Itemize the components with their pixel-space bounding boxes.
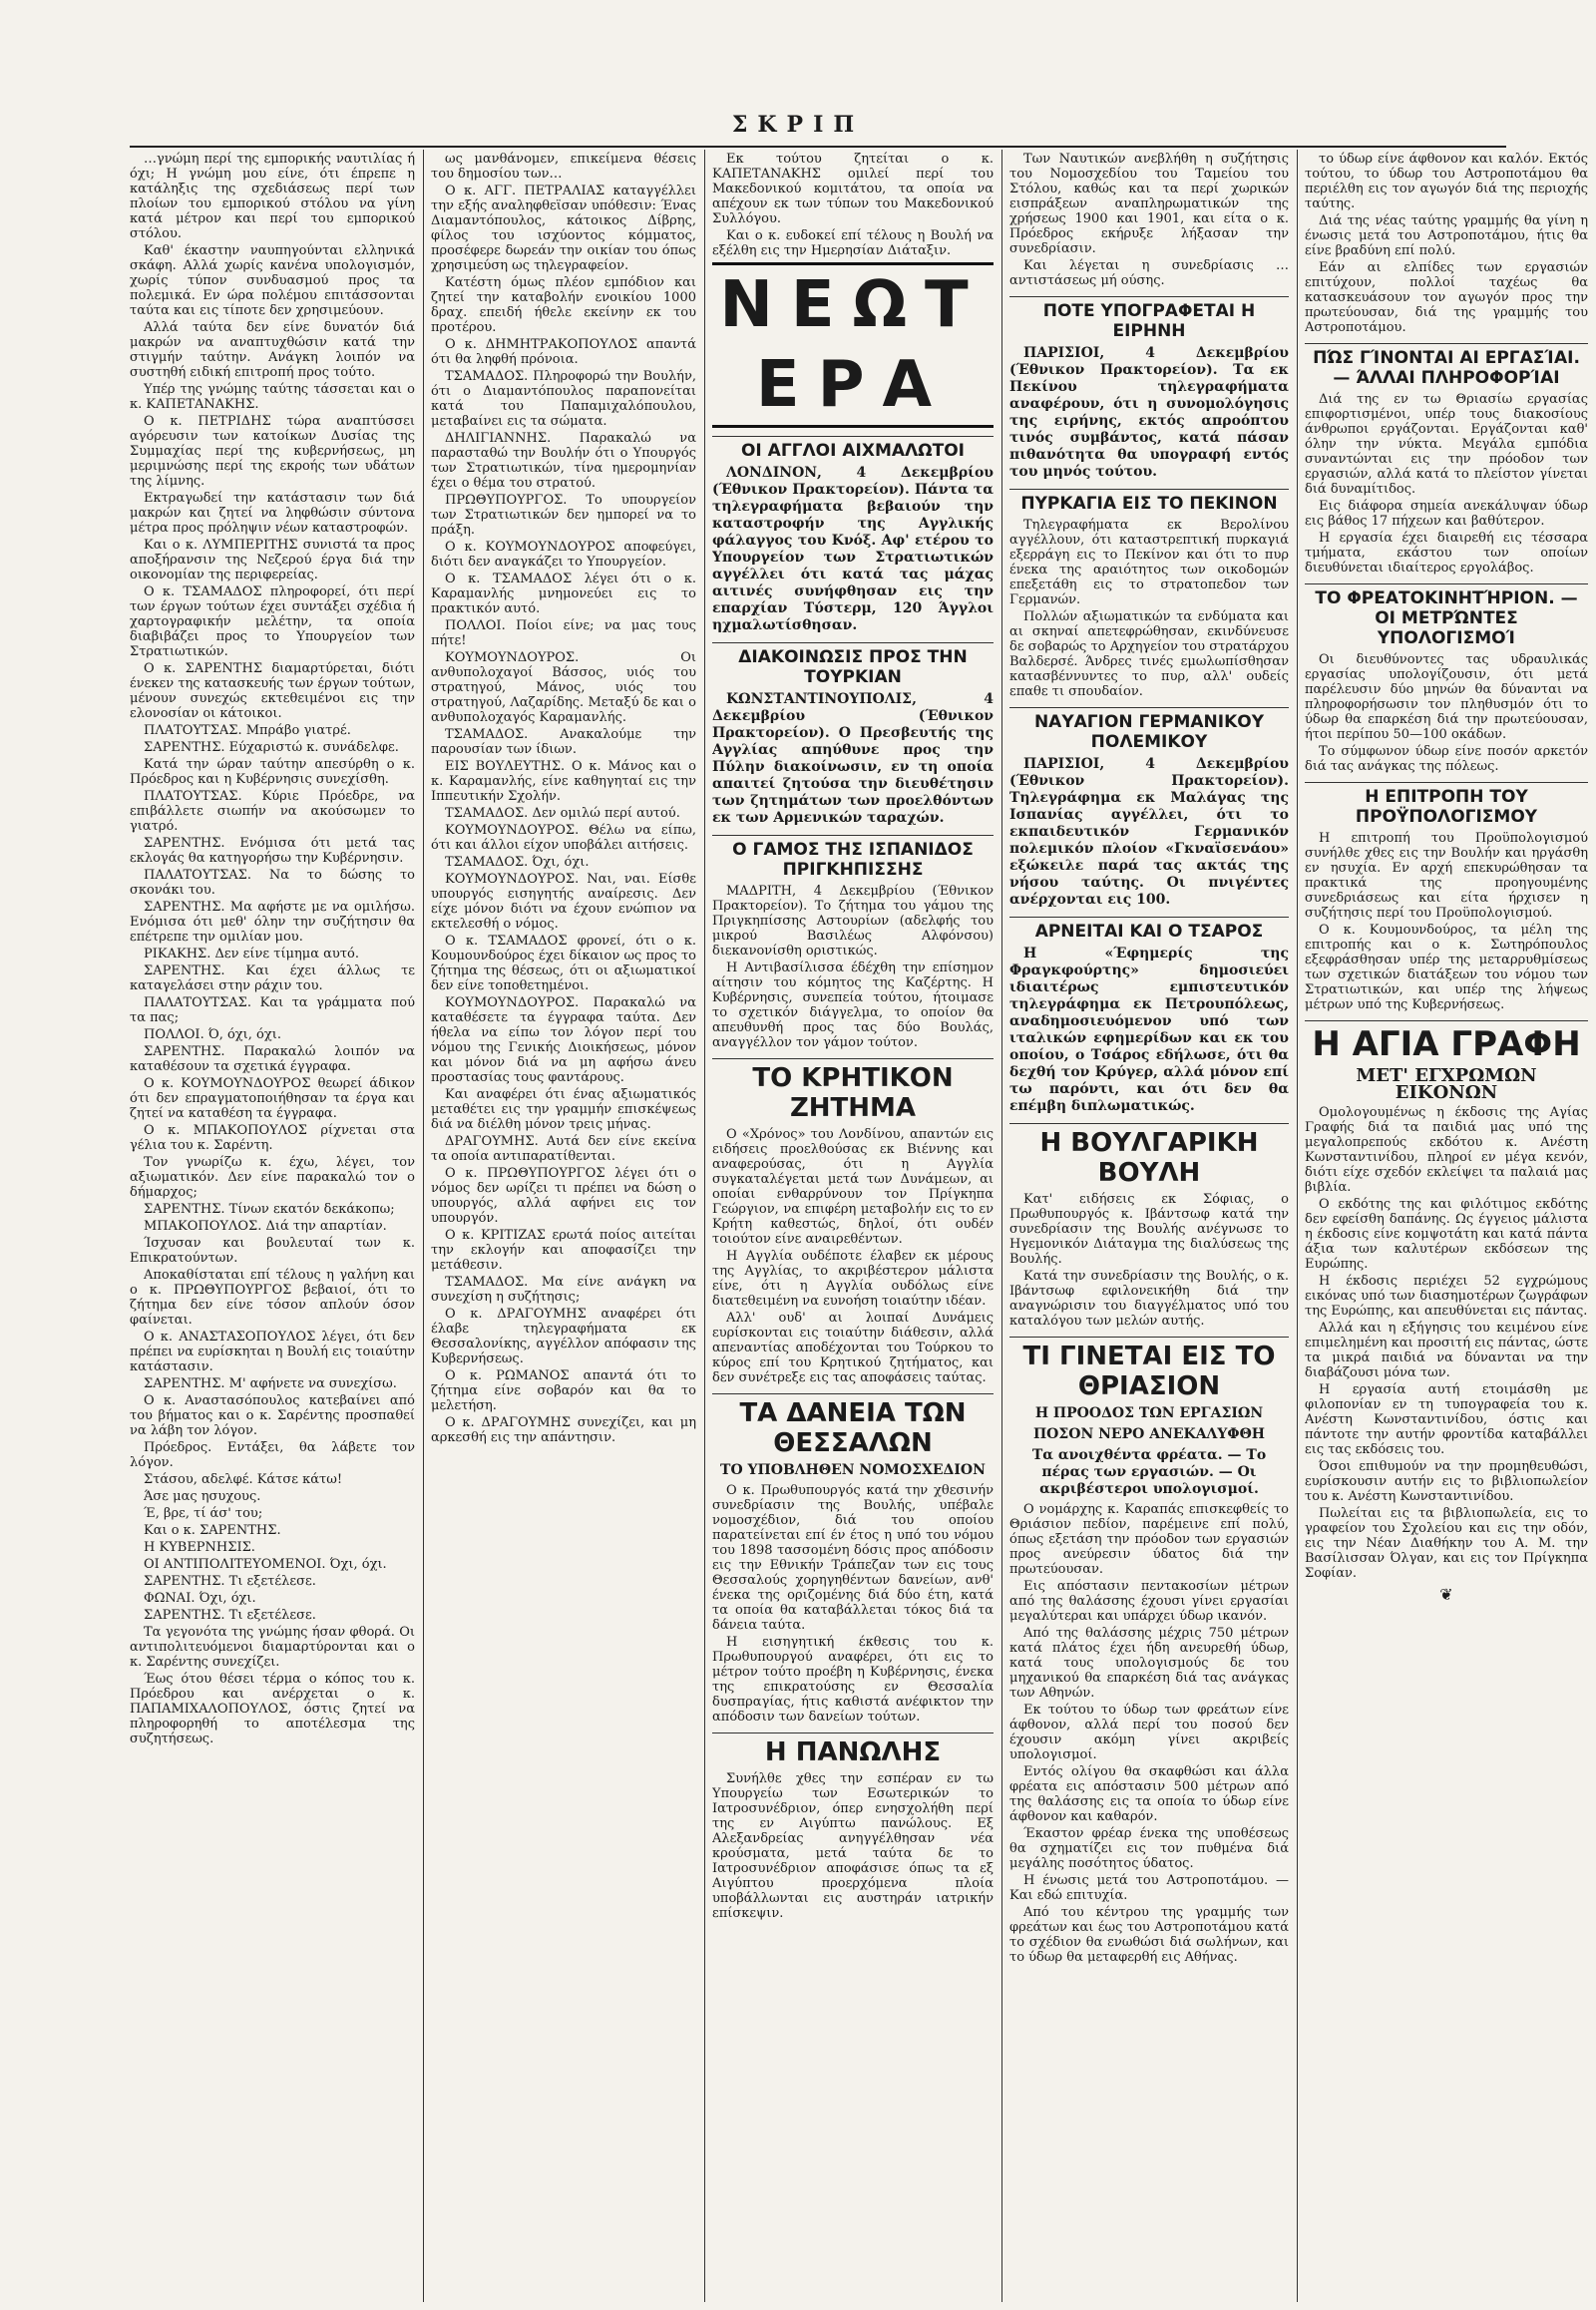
article-paragraph: Η ένωσις μετά του Αστροποτάμου. — Και εδώ επιτυχία. xyxy=(1009,1873,1289,1903)
column-news-a xyxy=(712,152,994,2302)
headline-budget-committee: Η ΕΠΙΤΡΟΠΗ ΤΟΥ ΠΡΟΫΠΟΛΟΓΙΣΜΟΥ xyxy=(1305,782,1588,827)
column-parliament-debate xyxy=(130,152,415,2302)
headline-cretan-question: ΤΟ ΚΡΗΤΙΚΟΝ ΖΗΤΗΜΑ xyxy=(712,1058,994,1123)
subheadline-works-progress: Η ΠΡΟΟΔΟΣ ΤΩΝ ΕΡΓΑΣΙΩΝ xyxy=(1034,1405,1264,1421)
article-paragraph: ΠΟΛΛΟΙ. Ό, όχι, όχι. xyxy=(144,1027,281,1042)
article-paragraph: Τα γεγονότα της γνώμης ήσαν φθορά. Οι αντιπολιτευόμενοι διαμαρτύρονται και ο κ. Σαρέντης συνεχίζει. xyxy=(130,1625,415,1670)
column-divider xyxy=(1001,150,1002,2302)
article-paragraph: Και αναφέρει ότι ένας αξιωματικός μεταθέτει εις την γραμμήν επισκέψεως διά να διέλθη μόνον τρεις μήνας. xyxy=(431,1087,696,1132)
article-paragraph: Πολλών αξιωματικών τα ενδύματα και αι σκηναί απετεφρώθησαν, εκινδύνευσε δε σοβαρώς το Αρχηγείον του στρατάρχου Βαλδερσέ. Άνδρες τινές εμωλωπίσθησαν κατασβέννυντες το πυρ, αλλ' ουδείς επαθε τι σπουδαίον. xyxy=(1009,609,1289,699)
headline-plague: Η ΠΑΝΩΛΗΣ xyxy=(712,1732,994,1767)
article-paragraph: ΤΣΑΜΑΔΟΣ. Μα είνε ανάγκη να συνεχίση η συζήτησις; xyxy=(431,1275,696,1305)
article-paragraph: ΛΟΝΔΙΝΟΝ, 4 Δεκεμβρίου (Έθνικον Πρακτορείον). Πάντα τα τηλεγραφήματα βεβαιούν την καταστροφήν της Αγγλικής φάλαγγος του Κνόξ. Αφ' ετέρου το Υπουργείον των Στρατιωτικών αγγέλλει ότι κατά τας μάχας αιτινές συνήφθησαν εις την επαρχίαν Τύστερμ, 120 Άγγλοι ηχμαλωτίσθησαν. xyxy=(712,465,994,633)
article-paragraph: Η εισηγητική έκθεσις του κ. Πρωθυπουργού αναφέρει, ότι εις το μέτρον τούτο προέβη η Κυβέρνησις, ένεκα της επικρατούσης εν Θεσσαλία δυσπραγίας, ήτις καθιστά ανέφικτον την απόδοσιν των δανείων τούτων. xyxy=(712,1635,994,1725)
article-paragraph: ΚΟΥΜΟΥΝΔΟΥΡΟΣ. Θέλω να είπω, ότι και άλλοι είχον υποβάλει αιτήσεις. xyxy=(431,823,696,853)
article-paragraph: Ο κ. ΠΡΩΘΥΠΟΥΡΓΟΣ λέγει ότι ο νόμος δεν ωρίζει τι πρέπει να δώση ο υπουργός, αλλά αφήνει εις τον υπουργόν. xyxy=(431,1166,696,1226)
article-paragraph: Και λέγεται η συνεδρίασις … αντιστάσεως μή ούσης. xyxy=(1009,258,1289,288)
article-paragraph: ΣΑΡΕΝΤΗΣ. Τι εξετέλεσε. xyxy=(144,1574,316,1589)
headline-bulgarian-parliament: Η ΒΟΥΛΓΑΡΙΚΗ ΒΟΥΛΗ xyxy=(1009,1123,1289,1188)
article-paragraph: ΚΩΝΣΤΑΝΤΙΝΟΥΠΟΛΙΣ, 4 Δεκεμβρίου (Έθνικον Πρακτορείον). Ο Πρεσβευτής της Αγγλίας απηύθυνε προς την Πύλην διακοίνωσιν, εν τη οποία απαιτεί ζητούσα την διευθέτησιν των ζητημάτων των προελθόντων εκ των Αρμενικών ταραχών. xyxy=(712,691,994,826)
masthead xyxy=(0,0,1596,150)
article-paragraph: ΤΣΑΜΑΔΟΣ. Ανακαλούμε την παρουσίαν των ίδιων. xyxy=(431,727,696,757)
article-paragraph: Κατά την ώραν ταύτην απεσύρθη ο κ. Πρόεδρος και η Κυβέρνησις συνεχίσθη. xyxy=(130,757,415,787)
subheadline-color-pictures: ΜΕΤ' ΕΓΧΡΩΜΩΝ ΕΙΚΟΝΩΝ xyxy=(1356,1065,1537,1103)
article-paragraph: ΠΑΡΙΣΙΟΙ, 4 Δεκεμβρίου (Έθνικον Πρακτορείον). Τηλεγράφημα εκ Μαλάγας της Ισπανίας αγγέλλει, ότι το εκπαιδευτικόν Γερμανικόν πολεμικόν πλοίον «Γκναϊσενάου» εξώκειλε παρά τας ακτάς της νήσου ταύτης. Οι πνιγέντες ανέρχονται εις 100. xyxy=(1009,756,1289,908)
lead-summary: Τα ανοιχθέντα φρέατα. — Το πέρας των εργασιών. — Οι ακριβέστεροι υπολογισμοί. xyxy=(1031,1447,1267,1497)
article-paragraph: Συνήλθε χθες την εσπέραν εν τω Υπουργείω των Εσωτερικών το Ιατροσυνέδριον, όπερ ενησχολήθη περί της εν Αιγύπτω πανώλους. Εξ Αλεξανδρείας ανηγγέλθησαν νέα κρούσματα, μετά ταύτα δε το Ιατροσυνέδριον αποφάσισε όπως τα εξ Αιγύπτου προερχόμενα πλοία υποβάλλωνται εις αυστηράν ιατρικήν επίσκεψιν. xyxy=(712,1771,994,1921)
column-divider xyxy=(423,150,424,2302)
article-paragraph: Στάσου, αδελφέ. Κάτσε κάτω! xyxy=(144,1472,343,1487)
article-paragraph: Ο κ. ΑΝΑΣΤΑΣΟΠΟΥΛΟΣ λέγει, ότι δεν πρέπει να ευρίσκηται η Βουλή εις τοιαύτην κατάστασιν. xyxy=(130,1330,415,1374)
article-paragraph: Η ΚΥΒΕΡΝΗΣΙΣ. xyxy=(144,1540,255,1555)
article-paragraph: Ο κ. ΔΡΑΓΟΥΜΗΣ αναφέρει ότι έλαβε τηλεγραφήματα εκ Θεσσαλονίκης, αγγέλλον απόφασιν της Κυβερνήσεως. xyxy=(431,1307,696,1366)
column-divider xyxy=(1297,150,1298,2302)
article-paragraph: Η «Έφημερίς της Φραγκφούρτης» δημοσιεύει ιδιαιτέρως εμπιστευτικόν τηλεγράφημα εκ Πετρουπόλεως, αναδημοσιευόμενον υπό των ιταλικών εφημερίδων και εκ του οποίου, ο Τσάρος εδήλωσε, ότι θα δεχθή τον Κρύγερ, αλλά μόνον επί τω παρόντι, και ότι δεν θα επέμβη διπλωματικώς. xyxy=(1009,946,1289,1114)
article-paragraph: Εις διάφορα σημεία ανεκάλυψαν ύδωρ εις βάθος 17 πήχεων και βαθύτερον. xyxy=(1305,499,1588,529)
article-paragraph: Τον γνωρίζω κ. έχω, λέγει, τον αξιωματικόν. Δεν είνε παρακαλώ τον ο δήμαρχος; xyxy=(130,1155,415,1200)
column-divider xyxy=(704,150,705,2302)
article-paragraph: Η έκδοσις περιέχει 52 εγχρώμους εικόνας υπό των διασημοτέρων ζωγράφων της Ευρώπης, και απευθύνεται εις πάντας. xyxy=(1305,1274,1588,1319)
article-paragraph: …γνώμη περί της εμπορικής ναυτιλίας ή όχι; Η γνώμη μου είνε, ότι έπρεπε η κατάληξις της σχεδιάσεως περί των πλοίων του εμπορικού στόλου να γίνη κατά μέτρον και περί του εμπορικού στόλου. xyxy=(130,152,415,241)
article-paragraph: Ο κ. Κουμουνδούρος, τα μέλη της επιτροπής και ο κ. Σωτηρόπουλος εξεφράσθησαν υπέρ της μεταρρυθμίσεως των σχετικών διατάξεων του νόμου των Στρατιωτικών, και υπέρ της λήψεως μέτρων υπό της Κυβερνήσεως. xyxy=(1305,923,1588,1012)
article-paragraph: Ο «Χρόνος» του Λονδίνου, απαντών εις ειδήσεις προελθούσας εκ Βιέννης και αναφερούσας, ότι η Αγγλία συγκαταλέγεται μετά των Δυνάμεων, αι οποίαι ενθαρρύνουν τον Πρίγκηπα Γεώργιον, να επιφέρη μεταβολήν εις το εν Κρήτη καθεστώς, δηλοί, ότι ουδέν τοιούτον είνε αναιρεθέντων. xyxy=(712,1127,994,1247)
article-paragraph: ΜΠΑΚΟΠΟΥΛΟΣ. Διά την απαρτίαν. xyxy=(144,1219,387,1234)
article-paragraph: Άσε μας ησυχους. xyxy=(144,1489,261,1504)
article-paragraph: Ο κ. ΜΠΑΚΟΠΟΥΛΟΣ ρίχνεται στα γέλια του κ. Σαρέντη. xyxy=(130,1123,415,1153)
headline-peace-signing: ΠΟΤΕ ΥΠΟΓΡΑΦΕΤΑΙ Η ΕΙΡΗΝΗ xyxy=(1009,296,1289,341)
article-paragraph: Έως ότου θέσει τέρμα ο κόπος του κ. Πρόεδρου και ανέρχεται ο κ. ΠΑΠΑΜΙΧΑΛΟΠΟΥΛΟΣ, όστις ζητεί να πληροφορηθή το αποτέλεσμα της συζητήσεως. xyxy=(130,1672,415,1746)
article-paragraph: Αποκαθίσταται επί τέλους η γαλήνη και ο κ. ΠΡΩΘΥΠΟΥΡΓΟΣ βεβαιοί, ότι το ζήτημα δεν είνε τόσον απλούν όσον φαίνεται. xyxy=(130,1268,415,1328)
article-paragraph: ΤΣΑΜΑΔΟΣ. Δεν ομιλώ περί αυτού. xyxy=(445,806,680,821)
article-paragraph: ως μανθάνομεν, επικείμενα θέσεις του δημοσίου των… xyxy=(431,152,696,182)
article-paragraph: ΤΣΑΜΑΔΟΣ. Πληροφορώ την Βουλήν, ότι ο Διαμαντόπουλος παραπονείται κατά του Παπαμιχαλόπουλου, μεταβαίνει εις τα σώματα. xyxy=(431,369,696,429)
article-paragraph: Έκαστον φρέαρ ένεκα της υποθέσεως θα σχηματίζει εις τον πυθμένα διά μεγάλης ποσότητος ύδατος. xyxy=(1009,1826,1289,1871)
headline-german-warship-wreck: ΝΑΥΑΓΙΟΝ ΓΕΡΜΑΝΙΚΟΥ ΠΟΛΕΜΙΚΟΥ xyxy=(1009,707,1289,752)
article-paragraph: Ο κ. ΤΣΑΜΑΔΟΣ λέγει ότι ο κ. Καραμανλής μνημονεύει εις το πρακτικόν αυτό. xyxy=(431,572,696,616)
article-paragraph: Εκ τούτου ζητείται ο κ. ΚΑΠΕΤΑΝΑΚΗΣ ομιλεί περί του Μακεδονικού κομιτάτου, τα οποία να απέχουν εκ των τύπων του Μακεδονικού Συλλόγου. xyxy=(712,152,994,226)
article-paragraph: ΔΗΛΙΓΙΑΝΝΗΣ. Παρακαλώ να παρασταθώ την Βουλήν ότι ο Υπουργός των Στρατιωτικών, τίνα ημερομηνίαν έχει ο θέμα του στρατού. xyxy=(431,431,696,491)
headline-spanish-princess-wedding: Ο ΓΑΜΟΣ ΤΗΣ ΙΣΠΑΝΙΔΟΣ ΠΡΙΓΚΗΠΙΣΣΗΣ xyxy=(712,835,994,880)
article-paragraph: Ο κ. ΣΑΡΕΝΤΗΣ διαμαρτύρεται, διότι ένεκεν της κατασκευής των έργων τούτων, μένουν συνεχώς εκτεθειμένοι εις την ελονοσίαν οι κάτοικοι. xyxy=(130,661,415,721)
article-paragraph: Ο κ. ΚΟΥΜΟΥΝΔΟΥΡΟΣ θεωρεί άδικον ότι δεν επραγματοποιήθησαν τα έργα και ζητεί να καταθέση τα έγγραφα. xyxy=(130,1076,415,1121)
article-paragraph: ΦΩΝΑΙ. Όχι, όχι. xyxy=(144,1591,256,1606)
article-paragraph: ΣΑΡΕΝΤΗΣ. Ενόμισα ότι μετά τας εκλογάς θα κατηγορήσω την Κυβέρνησιν. xyxy=(130,836,415,866)
article-paragraph: Κατ' ειδήσεις εκ Σόφιας, ο Πρωθυπουργός κ. Ιβάντσωφ κατά την συνεδρίασιν της Βουλής ανέγνωσε το Ηγεμονικόν Διάταγμα της διαλύσεως της Βουλής. xyxy=(1009,1192,1289,1267)
article-paragraph: Κατά την συνεδρίασιν της Βουλής, ο κ. Ιβάντσωφ εφιλονεικήθη διά την αναγνώρισιν του διαγγέλματος υπό του καταλόγου των μελών αυτής. xyxy=(1009,1269,1289,1329)
headline-thriasion: ΤΙ ΓΙΝΕΤΑΙ ΕΙΣ ΤΟ ΘΡΙΑΣΙΟΝ xyxy=(1009,1337,1289,1401)
article-paragraph: Το σύμφωνον ύδωρ είνε ποσόν αρκετόν διά τας ανάγκας της πόλεως. xyxy=(1305,744,1588,774)
article-paragraph: Εάν αι ελπίδες των εργασιών επιτύχουν, πολλοί ταχέως θα κατασκευάσουν τον αγωγόν προς την πρωτεύουσαν, διά της γραμμής του Αστροποτάμου. xyxy=(1305,260,1588,335)
article-paragraph: ΣΑΡΕΝΤΗΣ. Μ' αφήνετε να συνεχίσω. xyxy=(144,1376,397,1391)
article-paragraph: ΠΛΑΤΟΥΤΣΑΣ. Μπράβο γιατρέ. xyxy=(144,723,351,738)
ornament-icon: ❦ xyxy=(1439,1585,1453,1604)
article-paragraph: ΠΡΩΘΥΠΟΥΡΓΟΣ. Το υπουργείον των Στρατιωτικών δεν ημπορεί να το πράξη. xyxy=(431,493,696,538)
article-paragraph: ΠΑΛΑΤΟΥΤΣΑΣ. Να το δώσης το σκονάκι του. xyxy=(130,868,415,898)
article-paragraph: Εκτραγωδεί την κατάστασιν των διά μακρών και ζητεί να ληφθώσιν σύντονα μέτρα προς πρόληψιν νέων καταστροφών. xyxy=(130,491,415,536)
article-paragraph: Έ, βρε, τί άσ' του; xyxy=(144,1506,263,1521)
article-paragraph: Ίσχυσαν και βουλευταί των κ. Επικρατούντων. xyxy=(130,1236,415,1266)
article-paragraph: Αλλά ταύτα δεν είνε δυνατόν διά μακρών να αναπτυχθώσιν κατά την στιγμήν ταύτην. Ανάγκη λοιπόν να συστηθή ειδική επιτροπή προς τούτο. xyxy=(130,320,415,380)
article-paragraph: Ο εκδότης της και φιλότιμος εκδότης δεν εφείσθη δαπάνης. Ως έγγειος μάλιστα η έκδοσις είνε κομψοτάτη και κατά πάντα άξια των καλυτέρων εκδόσεων της Ευρώπης. xyxy=(1305,1197,1588,1272)
article-paragraph: Διά της εν τω Θριασίω εργασίας επιφορτισμένοι, υπέρ τους διακοσίους άνθρωποι εργάζονται. Εργάζονται καθ' όλην την νύκτα. Μεγάλα εμπόδια συναντώνται εις την πρόοδον των εργασιών, αλλά κατά το πλείστον γίνεται διά δυναμίτιδος. xyxy=(1305,392,1588,497)
column-parliament-continued xyxy=(431,152,696,2302)
column-news-b xyxy=(1009,152,1289,2302)
article-paragraph: Ο νομάρχης κ. Καραπάς επισκεφθείς το Θριάσιον πεδίον, παρέμεινε επί πολύ, όπως εξετάση την πρόοδον των εργασιών προς ανεύρεσιν ύδατος διά την πρωτεύουσαν. xyxy=(1009,1502,1289,1577)
article-paragraph: Η επιτροπή του Προϋπολογισμού συνήλθε χθες εις την Βουλήν και ηργάσθη εν ησυχία. Εν αρχή επεκυρώθησαν τα πρακτικά της προηγουμένης συνεδριάσεως και είτα ήρχισεν η συζήτησις περί του Προϋπολογισμού. xyxy=(1305,831,1588,921)
headline-english-prisoners: ΟΙ ΑΓΓΛΟΙ ΑΙΧΜΑΛΩΤΟΙ xyxy=(712,436,994,461)
article-paragraph: Και ο κ. ΣΑΡΕΝΤΗΣ. xyxy=(144,1523,281,1538)
article-paragraph: Ομολογουμένως η έκδοσις της Αγίας Γραφής διά τα παιδιά μας υπό της μεγαλοπρεπούς εκδότου κ. Ανέστη Κωνσταντινίδου, πληροί εν μέγα κενόν, διότι είχε σχεδόν εκλείψει τα παλαιά μας βιβλία. xyxy=(1305,1105,1588,1195)
article-paragraph: Πρόεδρος. Εντάξει, θα λάβετε τον λόγον. xyxy=(130,1440,415,1470)
article-paragraph: Πωλείται εις τα βιβλιοπωλεία, εις το γραφείον του Σχολείου και εις την οδόν, εις την Νέαν Διαθήκην του Α. Μ. την Βασίλισσαν Όλγαν, και εις τον Πρίγκηπα Σοφίαν. xyxy=(1305,1506,1588,1581)
article-paragraph: ΣΑΡΕΝΤΗΣ. Παρακαλώ λοιπόν να καταθέσουν τα σχετικά έγγραφα. xyxy=(130,1044,415,1074)
article-paragraph: Τηλεγραφήματα εκ Βερολίνου αγγέλλουν, ότι καταστρεπτική πυρκαγιά εξερράγη εις το Πεκίνον και ότι το πυρ ένεκα της αραιότητος των οικοδομών επεξετάθη εις το στρατοπεδον των Γερμανών. xyxy=(1009,518,1289,607)
article-paragraph: ΣΑΡΕΝΤΗΣ. Τι εξετέλεσε. xyxy=(144,1608,316,1623)
article-paragraph: ΣΑΡΕΝΤΗΣ. Τίνων εκατόν δεκάκοπω; xyxy=(144,1202,395,1217)
article-paragraph: Και ο κ. ευδοκεί επί τέλους η Βουλή να εξέλθη εις την Ημερησίαν Διάταξιν. xyxy=(712,228,994,258)
headline-well-engine: ΤΟ ΦΡΕΑΤΟΚΙΝΗΤΉΡΙΟΝ. — ΟΙ ΜΕΤΡΏΝΤΕΣ ΥΠΟΛΟΓΙΣΜΟΊ xyxy=(1305,583,1588,648)
column-news-c xyxy=(1305,152,1588,2302)
article-paragraph: ΚΟΥΜΟΥΝΔΟΥΡΟΣ. Παρακαλώ να καταθέσετε τα έγγραφα ταύτα. Δεν ήθελα να είπω τον λόγον περί του νόμου της Γενικής Διοικήσεως, μόνον και μόνον διά να μη αφήσω άνευ προστασίας τους φαντάρους. xyxy=(431,995,696,1085)
article-paragraph: Καθ' έκαστην ναυπηγούνται ελληνικά σκάφη. Αλλά χωρίς κανένα υπολογισμόν, χωρίς τύπον συνδυασμού προς τα πολεμικά. Εν ώρα πολέμου επιτάσσονται ταύτα και εις τίποτε δεν χρησιμεύουν. xyxy=(130,243,415,318)
headline-how-works-done: ΠΏΣ ΓΊΝΟΝΤΑΙ ΑΙ ΕΡΓΑΣΊΑΙ. — ΆΛΛΑΙ ΠΛΗΡΟΦΟΡΊΑΙ xyxy=(1305,343,1588,388)
article-paragraph: Υπέρ της γνώμης ταύτης τάσσεται και ο κ. ΚΑΠΕΤΑΝΑΚΗΣ. xyxy=(130,382,415,412)
article-paragraph: Αλλά και η εξήγησις του κειμένου είνε επιμελημένη και προσιτή εις πάντας, ώστε τα μικρά παιδιά να δύνανται να την διαβάζουσι μόνα των. xyxy=(1305,1321,1588,1380)
article-paragraph: ΡΙΚΑΚΗΣ. Δεν είνε τίμημα αυτό. xyxy=(144,947,359,962)
article-paragraph: Διά της νέας ταύτης γραμμής θα γίνη η ένωσις μετά του Αστροποτάμου, ήτις θα είνε βραδύνη επί πολύ. xyxy=(1305,213,1588,258)
article-paragraph: ΜΑΔΡΙΤΗ, 4 Δεκεμβρίου (Έθνικον Πρακτορείον). Το ζήτημα του γάμου της Πριγκηπίσσης Αστουρίων (αδελφής του μικρού Βασιλέως Αλφόνσου) διεκανονίσθη οριστικώς. xyxy=(712,884,994,959)
article-paragraph: ΚΟΥΜΟΥΝΔΟΥΡΟΣ. Ναι, ναι. Είσθε υπουργός εισηγητής αναίρεσις. Δεν είχε μόνον διότι να έχουν ενώπιον να εκτελεσθή ο νόμος. xyxy=(431,872,696,932)
article-paragraph: Ο κ. ΔΗΜΗΤΡΑΚΟΠΟΥΛΟΣ απαντά ότι θα ληφθή πρόνοια. xyxy=(431,337,696,367)
article-paragraph: Των Ναυτικών ανεβλήθη η συζήτησις του Νομοσχεδίου του Ταμείου του Στόλου, καθώς και τα περί χωρικών εισπράξεων αναπληρωματικών της χρήσεως 1900 και 1901, και είτα ο κ. Πρόεδρος εκήρυξε λήξασαν την συνεδρίασιν. xyxy=(1009,152,1289,256)
article-paragraph: Από της θαλάσσης μέχρις 750 μέτρων κατά πλάτος έχει ήδη ανευρεθή ύδωρ, κατά τους υπολογισμούς δε του μηχανικού θα επαρκέση διά τας ανάγκας των Αθηνών. xyxy=(1009,1626,1289,1701)
article-paragraph: ΤΣΑΜΑΔΟΣ. Όχι, όχι. xyxy=(445,855,590,870)
headline-tsar-refuses: ΑΡΝΕΙΤΑΙ ΚΑΙ Ο ΤΣΑΡΟΣ xyxy=(1009,917,1289,942)
article-paragraph: Αλλ' ουδ' αι λοιπαί Δυνάμεις ευρίσκονται εις τοιαύτην διάθεσιν, αλλά απεναντίας αποδέχονται του Τούρκου το κύρος επί του Κρητικού ζητήματος, και δεν συνέτρεξε εις τας αποφάσεις ταύτας. xyxy=(712,1311,994,1385)
article-paragraph: ΣΑΡΕΝΤΗΣ. Μα αφήστε με να ομιλήσω. Ενόμισα ότι μεθ' όλην την συζήτησιν θα επέτρεπε την ομιλίαν μου. xyxy=(130,900,415,945)
article-paragraph: Ο κ. ΑΓΓ. ΠΕΤΡΑΛΙΑΣ καταγγέλλει την εξής αναληφθεϊσαν υπόθεσιν: Ένας Διαμαντόπουλος, κάτοικος Δίβρης, φίλος του ισχύοντος κόμματος, προσέφερε δωρεάν την οικίαν του όπως χρησιμεύση ως τηλεγραφείον. xyxy=(431,184,696,273)
news-banner: ΝΕΩΤΕΡΑ xyxy=(712,262,994,428)
article-paragraph: το ύδωρ είνε άφθονον και καλόν. Εκτός τούτου, το ύδωρ του Αστροποτάμου θα περιέλθη εις τον αγωγόν διά της περιοχής ταύτης. xyxy=(1305,152,1588,211)
article-paragraph: Κατέστη όμως πλέον εμπόδιον και ζητεί την καταβολήν ενοικίου 1000 δραχ. επειδή ήθελε εκείνην εκ του προτέρου. xyxy=(431,275,696,335)
article-paragraph: Η Αντιβασίλισσα έδέχθη την επίσημον αίτησιν του κόμητος της Καζέρτης. Η Κυβέρνησις, συνεπεία τούτου, ήτοιμασε το σχετικόν διάγγελμα, το οποίον θα απευθυνθή προς τας δύο Βουλάς, αναγγέλλον τον γάμον τούτον. xyxy=(712,961,994,1050)
article-paragraph: ΠΑΡΙΣΙΟΙ, 4 Δεκεμβρίου (Έθνικον Πρακτορείον). Τα εκ Πεκίνου τηλεγραφήματα αναφέρουν, ότι η συνομολόγησις της ειρήνης, εκτός απροόπτου τινός συμβάντος, κατά πάσαν πιθανότητα θα υπογραφή εντός του μηνός τούτου. xyxy=(1009,345,1289,480)
article-paragraph: Η εργασία έχει διαιρεθή εις τέσσαρα τμήματα, εκάστου των οποίων διευθύνεται ιδιαίτερος εργολάβος. xyxy=(1305,531,1588,576)
article-paragraph: ΕΙΣ ΒΟΥΛΕΥΤΗΣ. Ο κ. Μάνος και ο κ. Καραμανλής, είνε καθηγηταί εις την Ιππευτικήν Σχολήν. xyxy=(431,759,696,804)
headline-fire-in-peking: ΠΥΡΚΑΓΙΑ ΕΙΣ ΤΟ ΠΕΚΙΝΟΝ xyxy=(1009,489,1289,514)
article-paragraph: Η εργασία αυτή ετοιμάσθη με φιλοπονίαν εν τη τυπογραφεία του κ. Ανέστη Κωνσταντινίδου, όστις και πάντοτε την αυτήν φροντίδα καταβάλλει εις τας εκδόσεις του. xyxy=(1305,1382,1588,1457)
article-paragraph: ΠΛΑΤΟΥΤΣΑΣ. Κύριε Πρόεδρε, να επιβάλλετε σιωπήν να ακούσωμεν το γιατρό. xyxy=(130,789,415,834)
article-paragraph: Εκ τούτου το ύδωρ των φρεάτων είνε άφθονον, αλλά περί του ποσού δεν έχουσιν ακόμη γίνει ακριβείς υπολογισμοί. xyxy=(1009,1703,1289,1762)
article-paragraph: Ο κ. ΚΟΥΜΟΥΝΔΟΥΡΟΣ αποφεύγει, διότι δεν αναγκάζει το Υπουργείον. xyxy=(431,540,696,570)
article-paragraph: ΣΑΡΕΝΤΗΣ. Και έχει άλλως τε καταγελάσει στην ράχιν του. xyxy=(130,963,415,993)
article-paragraph: Ο κ. ΚΡΙΤΙΖΑΣ ερωτά ποίος αιτείται την εκλογήν και αποφασίζει την μετάθεσιν. xyxy=(431,1228,696,1273)
subheadline-water-found: ΠΟΣΟΝ ΝΕΡΟ ΑΝΕΚΑΛΥΦΘΗ xyxy=(1032,1426,1266,1442)
article-paragraph: Ο κ. Πρωθυπουργός κατά την χθεσινήν συνεδρίασιν της Βουλής, υπέβαλε νομοσχέδιον, διά του οποίου παρατείνεται επί έν έτος η υπό του νόμου του 1898 τασσομένη δόσις προς απόδοσιν εις την Εθνικήν Τράπεζαν των εις τους Θεσσαλούς χορηγηθέντων δανείων, ανθ' ένεκα της οριζομένης διά δύο έτη, κατά τα οποία θα καταβάλλεται τόκος διά τα δάνεια ταύτα. xyxy=(712,1483,994,1633)
article-paragraph: Από του κέντρου της γραμμής των φρεάτων και έως του Αστροποτάμου κατά το σχέδιον θα ενωθώσι διά σωλήνων, και το ύδωρ θα μεταφερθή εις Αθήνας. xyxy=(1009,1905,1289,1965)
article-paragraph: Ο κ. ΠΕΤΡΙΔΗΣ τώρα αναπτύσσει αγόρευσιν των κατοίκων Δυσίας της Συμμαχίας περί της κυβερνήσεως, μη μεριμνώσης περί της εκροής των υδάτων της λίμνης. xyxy=(130,414,415,489)
headline-thessalian-loans: ΤΑ ΔΑΝΕΙΑ ΤΩΝ ΘΕΣΣΑΛΩΝ xyxy=(712,1393,994,1458)
article-paragraph: Και ο κ. ΛΥΜΠΕΡΙΤΗΣ συνιστά τα προς αποξήρανσιν της Νεζερού έργα διά την οικονομίαν της περιφερείας. xyxy=(130,538,415,582)
article-paragraph: Η Αγγλία ουδέποτε έλαβεν εκ μέρους της Αγγλίας, το ακριβέστερον μάλιστα είνε, ότι η Αγγλία ουδόλως είνε διατεθειμένη να ευνοήση τοιαύτην ιδέαν. xyxy=(712,1249,994,1309)
article-paragraph: ΠΑΛΑΤΟΥΤΣΑΣ. Και τα γράμματα πού τα πας; xyxy=(130,995,415,1025)
article-paragraph: ΟΙ ΑΝΤΙΠΟΛΙΤΕΥΟΜΕΝΟΙ. Όχι, όχι. xyxy=(144,1557,387,1572)
article-paragraph: Όσοι επιθυμούν να την προμηθευθώσι, ευρίσκουσιν αυτήν εις το βιβλιοπωλείον του κ. Ανέστη Κωνσταντινίδου. xyxy=(1305,1459,1588,1504)
article-paragraph: Ο κ. ΤΣΑΜΑΔΟΣ πληροφορεί, ότι περί των έργων τούτων έχει συντάξει σχέδια ή χαρτογραφικήν μελέτην, τα οποία διαβιβάζει προς το Υπουργείον των Στρατιωτικών. xyxy=(130,584,415,659)
newspaper-title: ΣΚΡΙΠ xyxy=(731,112,865,138)
article-paragraph: Ο κ. Αναστασόπουλος κατεβαίνει από του βήματος και ο κ. Σαρέντης προσπαθεί να λάβη τον λόγον. xyxy=(130,1393,415,1438)
subheadline-bill: ΤΟ ΥΠΟΒΛΗΘΕΝ ΝΟΜΟΣΧΕΔΙΟΝ xyxy=(720,1462,986,1478)
article-paragraph: Εντός ολίγου θα σκαφθώσι και άλλα φρέατα εις απόστασιν 500 μέτρων από της θαλάσσης εις τα οποία το ύδωρ είνε άφθονον και καθαρόν. xyxy=(1009,1764,1289,1824)
article-paragraph: ΔΡΑΓΟΥΜΗΣ. Αυτά δεν είνε εκείνα τα οποία αντιπαρατίθενται. xyxy=(431,1134,696,1164)
article-paragraph: Ο κ. ΤΣΑΜΑΔΟΣ φρονεί, ότι ο κ. Κουμουνδούρος έχει δίκαιον ως προς το ζήτημα της θέσεως, ότι οι αξιωματικοί δεν είνε τοποθετημένοι. xyxy=(431,934,696,993)
article-paragraph: ΣΑΡΕΝΤΗΣ. Εύχαριστώ κ. συνάδελφε. xyxy=(144,740,399,755)
article-paragraph: Ο κ. ΡΩΜΑΝΟΣ απαντά ότι το ζήτημα είνε σοβαρόν και θα το μελετήση. xyxy=(431,1368,696,1413)
article-paragraph: ΠΟΛΛΟΙ. Ποίοι είνε; να μας τους πήτε! xyxy=(431,618,696,648)
article-paragraph: ΚΟΥΜΟΥΝΔΟΥΡΟΣ. Οι ανθυπολοχαγοί Βάσσος, υιός του στρατηγού, Μάνος, υιός του στρατηγού, Λαζαρίδης. Μεταξύ δε και ο ανθυπολοχαγός Καραμανλής. xyxy=(431,650,696,725)
headline-holy-scripture: Η ΑΓΙΑ ΓΡΑΦΗ xyxy=(1305,1020,1588,1063)
article-paragraph: Ο κ. ΔΡΑΓΟΥΜΗΣ συνεχίζει, και μη αρκεσθή εις την απάντησιν. xyxy=(431,1415,696,1445)
article-paragraph: Εις απόστασιν πεντακοσίων μέτρων από της θαλάσσης έχουσι γίνει εργασίαι μεγαλύτεραι και υπάρχει ύδωρ ικανόν. xyxy=(1009,1579,1289,1624)
article-paragraph: Οι διευθύνοντες τας υδραυλικάς εργασίας υπολογίζουσιν, ότι μετά παρέλευσιν δύο μηνών θα δύνανται να πληροφορήσωσιν τον πληθυσμόν ότι το ύδωρ θα επαρκέση διά την πρωτεύουσαν, ήτοι περίπου 50—100 οκάδων. xyxy=(1305,652,1588,742)
masthead-rule xyxy=(130,146,1506,148)
headline-note-to-turkey: ΔΙΑΚΟΙΝΩΣΙΣ ΠΡΟΣ ΤΗΝ ΤΟΥΡΚΙΑΝ xyxy=(712,642,994,687)
